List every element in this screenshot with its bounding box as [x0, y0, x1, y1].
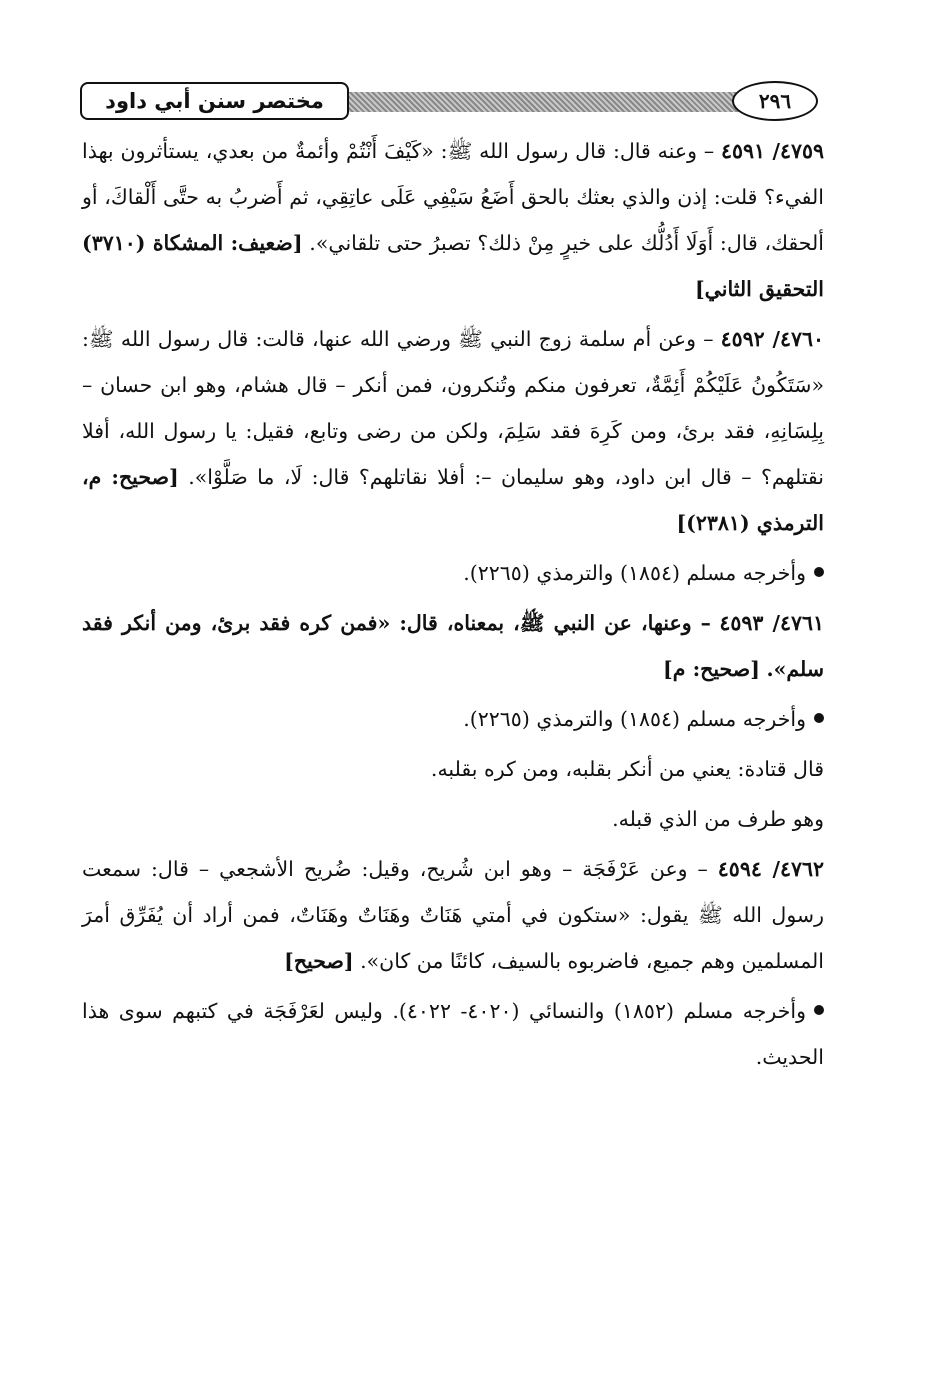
- hadith-4760: [82, 316, 824, 546]
- note-text: وأخرجه مسلم (١٨٥٢) والنسائي (٤٠٢٠- ٤٠٢٢). وليس لعَرْفَجَة في كتبهم سوى هذا الحديث.: [82, 999, 824, 1069]
- hadith-grade: [صحيح: م]: [663, 657, 760, 681]
- hadith-4762: [82, 846, 824, 984]
- page-header: [80, 82, 840, 120]
- hadith-grade: [صحيح]: [284, 949, 354, 973]
- hadith-grade: [صحيح: م، الترمذي (٢٣٨١)]: [82, 465, 824, 535]
- takhrij-note: [82, 988, 824, 1080]
- hadith-text: – وعنها، عن النبي ﷺ، بمعناه، قال: «فمن كره فقد برئ، ومن أنكر فقد سلم».: [82, 611, 824, 681]
- takhrij-note: [82, 696, 824, 742]
- page-body: [82, 128, 824, 1084]
- hadith-number: ٤٧٦١/ ٤٥٩٣: [719, 611, 824, 635]
- hadith-text: – وعن أم سلمة زوج النبي ﷺ ورضي الله عنها، قالت: قال رسول الله ﷺ: «سَتَكُونُ عَلَيْكُمْ أَئِمَّةٌ، تعرفون منكم وتُنكرون، فمن أنكر – قال هشام، وهو ابن حسان – بِلِسَانِهِ، فقد برئ، ومن كَرِهَ فقد سَلِمَ، ولكن من رضى وتابع، فقيل: يا رسول الله، أفلا نقتلهم؟ – قال ابن داود، وهو سليمان –: أفلا نقاتلهم؟ قال: لَا، ما صَلَّوْا».: [82, 327, 824, 489]
- note-text: وأخرجه مسلم (١٨٥٤) والترمذي (٢٢٦٥).: [463, 707, 806, 731]
- page-number: ٢٩٦: [732, 81, 818, 121]
- bullet-icon: [814, 567, 824, 577]
- commentary-text: وهو طرف من الذي قبله.: [612, 807, 824, 831]
- hadith-number: ٤٧٥٩/ ٤٥٩١: [720, 139, 824, 163]
- commentary-text: قال قتادة: يعني من أنكر بقلبه، ومن كره بقلبه.: [430, 757, 824, 781]
- hadith-4759: [82, 128, 824, 312]
- commentary-line: [82, 746, 824, 792]
- hadith-number: ٤٧٦٠/ ٤٥٩٢: [720, 327, 824, 351]
- hadith-4761: [82, 600, 824, 692]
- hadith-grade: [ضعيف: المشكاة (٣٧١٠) التحقيق الثاني]: [82, 231, 824, 301]
- bullet-icon: [814, 1005, 824, 1015]
- note-text: وأخرجه مسلم (١٨٥٤) والترمذي (٢٢٦٥).: [463, 561, 806, 585]
- book-title: مختصر سنن أبي داود: [80, 82, 349, 120]
- commentary-line: [82, 796, 824, 842]
- header-decorative-band: [340, 92, 800, 112]
- hadith-number: ٤٧٦٢/ ٤٥٩٤: [717, 857, 824, 881]
- takhrij-note: [82, 550, 824, 596]
- hadith-text: – وعنه قال: قال رسول الله ﷺ: «كَيْفَ أَنْتُمْ وأئمةٌ من بعدي، يستأثرون بهذا الفيء؟ قلت: إذن والذي بعثك بالحق أَضَعُ سَيْفِي عَلَى عاتِقِي، ثم أَضربُ به حتَّى أَلْقاكَ، أو ألحقك، قال: أَوَلَا أَدُلُّك على خيرٍ مِنْ ذلك؟ تصبرُ حتى تلقاني».: [82, 139, 824, 255]
- bullet-icon: [814, 713, 824, 723]
- hadith-text: – وعن عَرْفَجَة – وهو ابن شُريح، وقيل: ضُريح الأشجعي – قال: سمعت رسول الله ﷺ يقول: «ستكون في أمتي هَنَاتٌ وهَنَاتٌ وهَنَاتٌ، فمن أراد أن يُفَرِّق أمرَ المسلمين وهم جميع، فاضربوه بالسيف، كائنًا من كان».: [82, 857, 824, 973]
